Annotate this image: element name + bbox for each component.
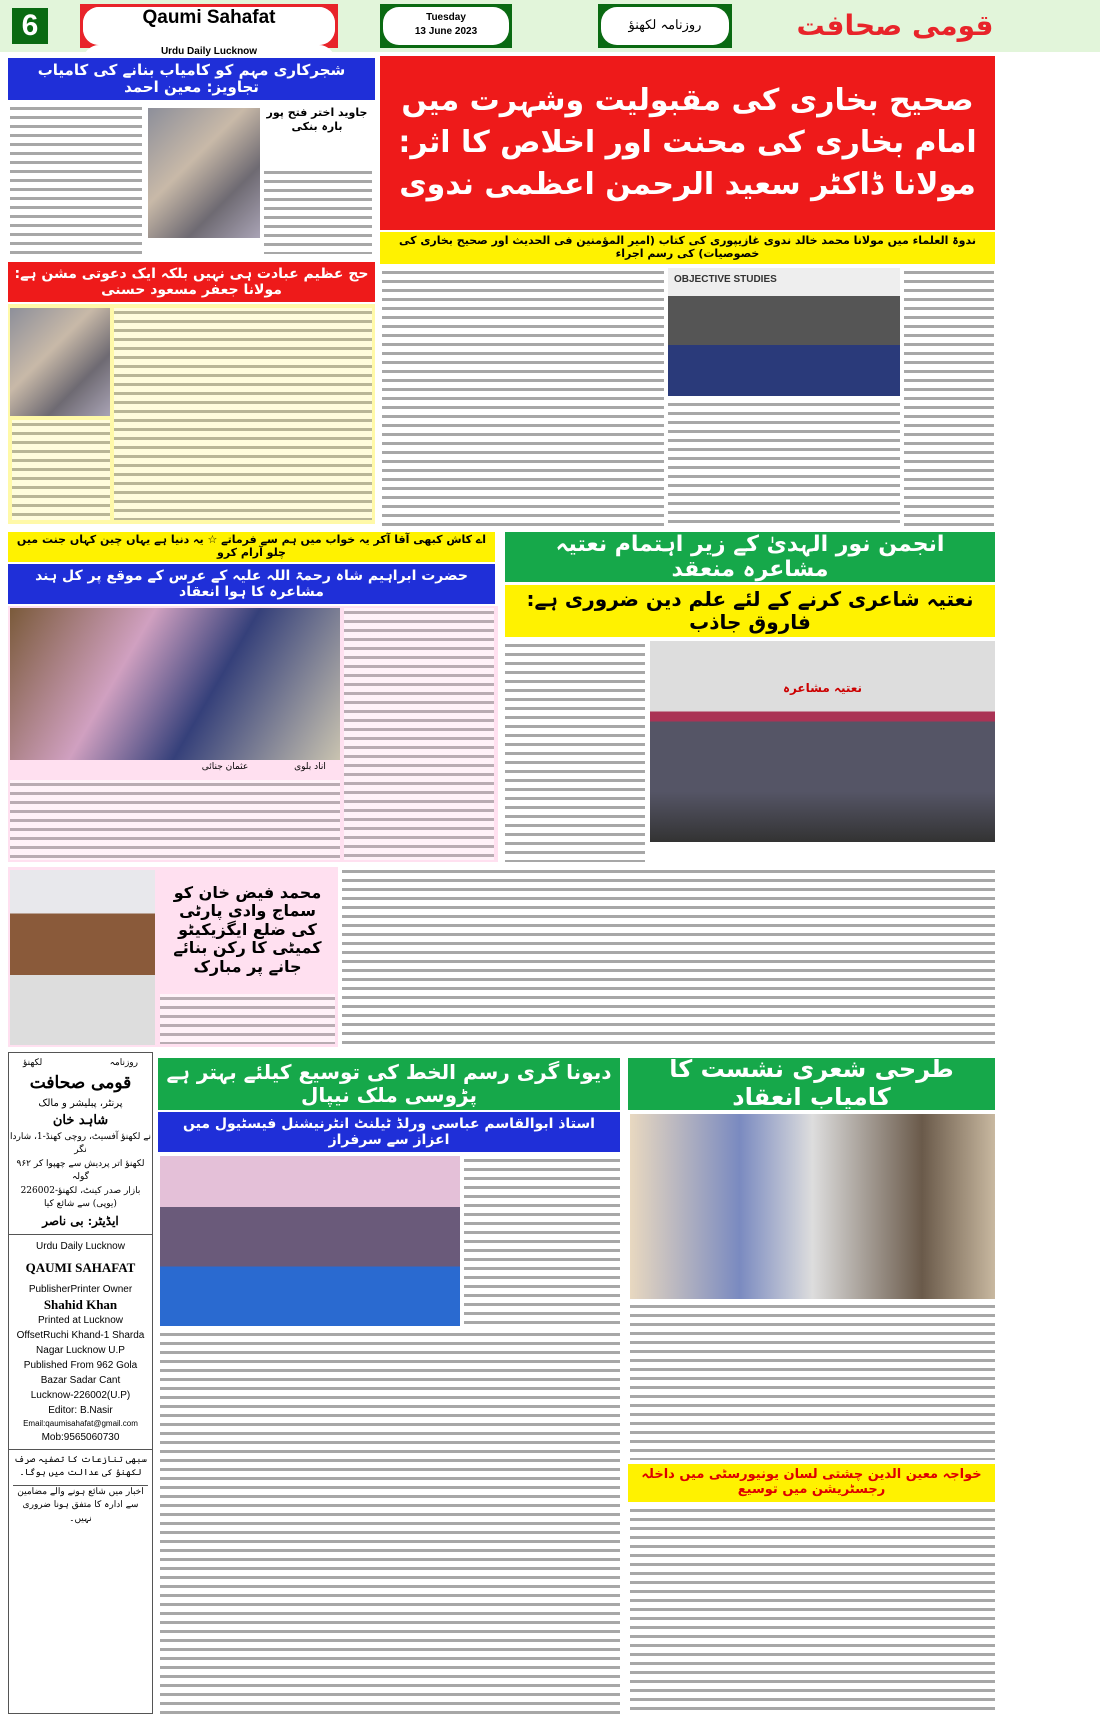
imprint-en-owner: Shahid Khan bbox=[43, 1296, 118, 1312]
imprint-line: پرنٹر، پبلیشر و مالک bbox=[38, 1098, 123, 1109]
imprint-line: لکھنؤ اتر پردیش سے چھپوا کر ۹۶۲ گولہ bbox=[16, 1158, 145, 1182]
date-box bbox=[380, 4, 512, 48]
headline-devanagari: دیونا گری رسم الخط کی توسیع کیلئے بہتر ہے پڑوسی ملک نیپال bbox=[158, 1058, 620, 1110]
article-text bbox=[630, 1506, 995, 1714]
imprint-line: نے لکھنؤ آفسیٹ، روچی کھنڈ-1، شاردا نگر bbox=[9, 1131, 152, 1155]
article-text bbox=[10, 104, 142, 254]
article-text bbox=[264, 168, 372, 254]
headline-tarhi: طرحی شعری نشست کا کامیاب انعقاد bbox=[628, 1058, 995, 1110]
imprint-line: (یوپی) سے شائع کیا bbox=[44, 1199, 117, 1209]
imprint-box bbox=[8, 1052, 153, 1714]
imprint-en: Bazar Sadar Cant bbox=[40, 1374, 121, 1386]
article-text bbox=[12, 420, 110, 520]
article-text bbox=[382, 268, 664, 528]
headline-bukhari: صحیح بخاری کی مقبولیت وشہرت میں امام بخاری کی محنت اور اخلاص کا اثر: مولانا ڈاکٹر سعید الرحمن اعظمی ندوی bbox=[380, 56, 995, 230]
banner-text: OBJECTIVE STUDIES bbox=[674, 274, 777, 285]
photo-mushaira bbox=[10, 608, 340, 760]
imprint-owner: شاہد خان bbox=[52, 1113, 109, 1128]
photo-faiz-khan bbox=[10, 870, 155, 1045]
photo-tarhi bbox=[630, 1114, 995, 1299]
paper-subtitle: Urdu Daily Lucknow bbox=[83, 45, 335, 83]
urdu-logo: قومی صحافت bbox=[796, 9, 994, 42]
imprint-en: PublisherPrinter Owner bbox=[28, 1283, 133, 1295]
imprint-mobile: Mob:9565060730 bbox=[41, 1431, 120, 1443]
banner-text: نعتیہ مشاعرہ bbox=[782, 681, 863, 695]
imprint-en: Nagar Lucknow U.P bbox=[36, 1344, 125, 1356]
headline-plantation: شجرکاری مہم کو کامیاب بنانے کی کامیاب تجاویز: معین احمد bbox=[8, 58, 375, 100]
article-text bbox=[344, 608, 494, 860]
imprint-en-name: QAUMI SAHAFAT bbox=[25, 1259, 136, 1275]
subhead-naatia: نعتیہ شاعری کرنے کے لئے علم دین ضروری ہے: فاروق جاذب bbox=[505, 585, 995, 637]
imprint-city: لکھنؤ bbox=[23, 1058, 43, 1068]
roznama-text: روزنامہ لکھنؤ bbox=[601, 7, 729, 45]
article-text bbox=[160, 1330, 620, 1714]
weekday: Tuesday bbox=[426, 12, 466, 23]
article-text bbox=[505, 641, 645, 862]
english-nameplate bbox=[80, 4, 338, 57]
caption: اناد بلوی bbox=[294, 762, 326, 772]
imprint-en: Printed at Lucknow bbox=[37, 1314, 124, 1326]
imprint-roznama: روزنامہ bbox=[109, 1058, 138, 1068]
article-text bbox=[630, 1302, 995, 1460]
imprint-line: بازار صدر کینٹ، لکھنؤ-226002 bbox=[20, 1185, 141, 1196]
imprint-en: Published From 962 Gola bbox=[23, 1359, 138, 1371]
headline-naatia: انجمن نور الہدیٰ کے زیر اہتمام نعتیہ مشاعرہ منعقد bbox=[505, 532, 995, 582]
headline-hajj: حج عظیم عبادت ہی نہیں بلکہ ایک دعوتی مشن ہے: مولانا جعفر مسعود حسنی bbox=[8, 262, 375, 302]
imprint-en: Editor: B.Nasir bbox=[48, 1404, 113, 1416]
subhead-abbasi: استاذ ابوالقاسم عباسی ورلڈ ٹیلنٹ انٹرنیشنل فیسٹیول میں اعزاز سے سرفراز bbox=[158, 1112, 620, 1152]
imprint-editor: ایڈیٹر: بی ناصر bbox=[42, 1213, 119, 1228]
imprint-en: Lucknow-226002(U.P) bbox=[30, 1389, 131, 1401]
article-text bbox=[160, 994, 335, 1044]
headline-khwaja-university: خواجہ معین الدین چشتی لسان یونیورسٹی میں داخلہ رجسٹریشن میں توسیع bbox=[628, 1464, 995, 1502]
article-text bbox=[668, 400, 900, 528]
caption: عثمان جنائی bbox=[201, 762, 249, 772]
byline: جاوید اختر فتح پور بارہ بنکی bbox=[266, 106, 368, 133]
article-text bbox=[464, 1156, 620, 1326]
paper-name: Qaumi Sahafat bbox=[83, 7, 335, 45]
photo-bukhari-event bbox=[668, 268, 900, 396]
article-text bbox=[114, 308, 372, 520]
imprint-en: OffsetRuchi Khand-1 Sharda bbox=[16, 1329, 145, 1341]
article-text bbox=[10, 780, 340, 860]
article-text bbox=[904, 268, 994, 528]
imprint-note: سبھی تنازعات کا تصفیہ صرف لکھنؤ کی عدالت میں ہوگا۔ bbox=[14, 1454, 147, 1478]
imprint-disclaimer: اخبار میں شائع ہونے والے مضامین سے ادارہ کا متفق ہونا ضروری نہیں۔ bbox=[13, 1485, 148, 1527]
article-text bbox=[342, 867, 995, 1045]
imprint-en: Urdu Daily Lucknow bbox=[36, 1240, 125, 1252]
headline-urs: حضرت ابراہیم شاہ رحمۃ اللہ علیہ کے عرس کے موقع پر کل ہند مشاعرہ کا ہوا انعقاد bbox=[8, 564, 495, 604]
photo-naatia bbox=[650, 641, 995, 842]
imprint-email: Email:qaumisahafat@gmail.com bbox=[23, 1418, 138, 1428]
photo-abbasi bbox=[160, 1156, 460, 1326]
roznama-box bbox=[598, 4, 732, 48]
photo-hajj bbox=[10, 308, 110, 416]
headline-faiz-khan: محمد فیض خان کو سماج وادی پارٹی کی ضلع ایگزیکیٹو کمیٹی کا رکن بنائے جانے پر مبارک bbox=[173, 883, 322, 976]
subhead-bukhari: ندوۃ العلماء میں مولانا محمد خالد ندوی غازیپوری کی کتاب (امیر المؤمنین فی الحدیث اور صحیح بخاری کی خصوصیات) کی رسم اجراء bbox=[380, 232, 995, 264]
page-number: 6 bbox=[12, 8, 48, 44]
kicker-couplet: اے کاش کبھی آقا آکر یہ خواب میں ہم سے فرماتے ☆ یہ دنیا ہے یہاں چین کہاں جنت میں چلو آرام کرو bbox=[8, 532, 495, 562]
imprint-logo: قومی صحافت bbox=[29, 1072, 132, 1093]
date: 13 June 2023 bbox=[414, 26, 478, 37]
photo-moin-ahmad bbox=[148, 108, 260, 238]
